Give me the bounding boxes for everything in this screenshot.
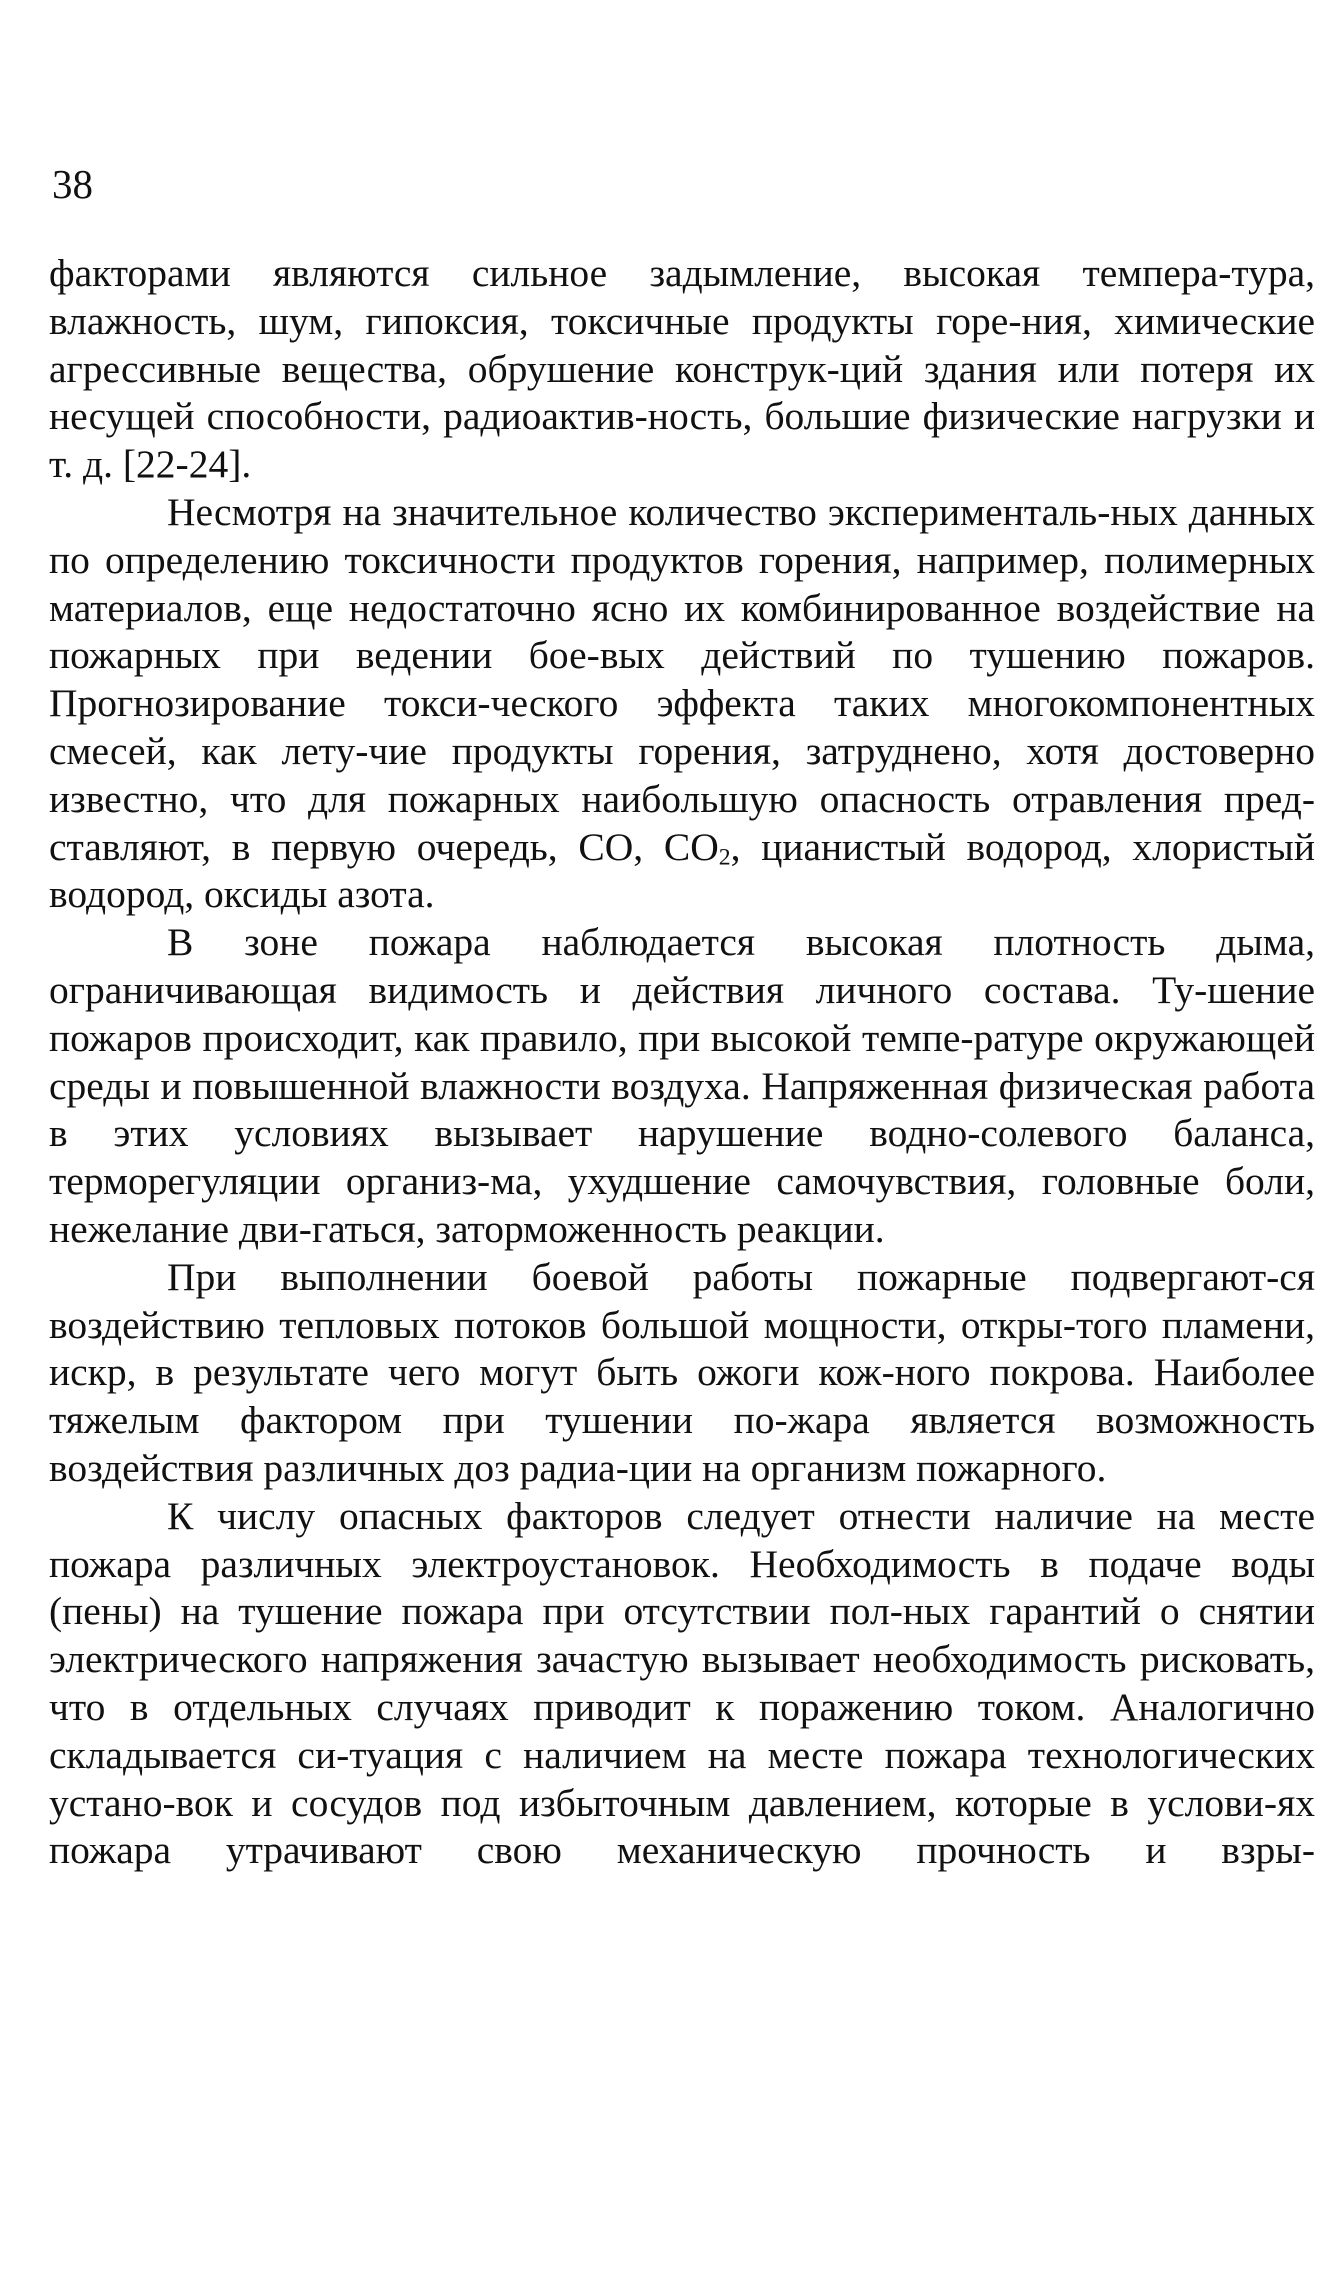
- page-number: 38: [52, 161, 93, 207]
- paragraph-2-text-end: , цианистый водород, хлористый водород, оксиды азота.: [49, 824, 1315, 917]
- paragraph-2-text-start: Несмотря на значительное количество эксперименталь-ных данных по определению токсичности продуктов горения, например, полимерных материалов, еще недостаточно ясно их комбинированное воздействие на пожарных при ведении бое-вых действий по тушению пожаров. Прогнозирование токси-ческого эффекта таких многокомпонентных смесей, как лету-чие продукты горения, затруднено, хотя достоверно известно, что для пожарных наибольшую опасность отравления пред-ставляют, в первую очередь, СО, СО: [49, 489, 1315, 869]
- page-body-text: [49, 250, 1315, 1875]
- co2-subscript: 2: [718, 844, 731, 871]
- paragraph-5: К числу опасных факторов следует отнести наличие на месте пожара различных электроустановок. Необходимость в подаче воды (пены) на тушение пожара при отсутствии пол-ных гарантий о снятии электрического напряжения зачастую вызывает необходимость рисковать, что в отдельных случаях приводит к поражению током. Аналогично складывается си-туация с наличием на месте пожара технологических устано-вок и сосудов под избыточным давлением, которые в услови-ях пожара утрачивают свою механическую прочность и взры-: [49, 1493, 1315, 1873]
- paragraph-4: При выполнении боевой работы пожарные подвергают-ся воздействию тепловых потоков большой мощности, откры-того пламени, искр, в результате чего могут быть ожоги кож-ного покрова. Наиболее тяжелым фактором при тушении по-жара является возможность воздействия различных доз радиа-ции на организм пожарного.: [49, 1254, 1315, 1490]
- paragraph-2: [49, 489, 1315, 919]
- paragraph-1: факторами являются сильное задымление, высокая темпера-тура, влажность, шум, гипоксия, токсичные продукты горе-ния, химические агрессивные вещества, обрушение конструк-ций здания или потеря их несущей способности, радиоактив-ность, большие физические нагрузки и т. д. [22-24].: [49, 251, 1315, 487]
- paragraph-3: В зоне пожара наблюдается высокая плотность дыма, ограничивающая видимость и действия личного состава. Ту-шение пожаров происходит, как правило, при высокой темпе-ратуре окружающей среды и повышенной влажности воздуха. Напряженная физическая работа в этих условиях вызывает нарушение водно-солевого баланса, терморегуляции организ-ма, ухудшение самочувствия, головные боли, нежелание дви-гаться, заторможенность реакции.: [49, 920, 1315, 1251]
